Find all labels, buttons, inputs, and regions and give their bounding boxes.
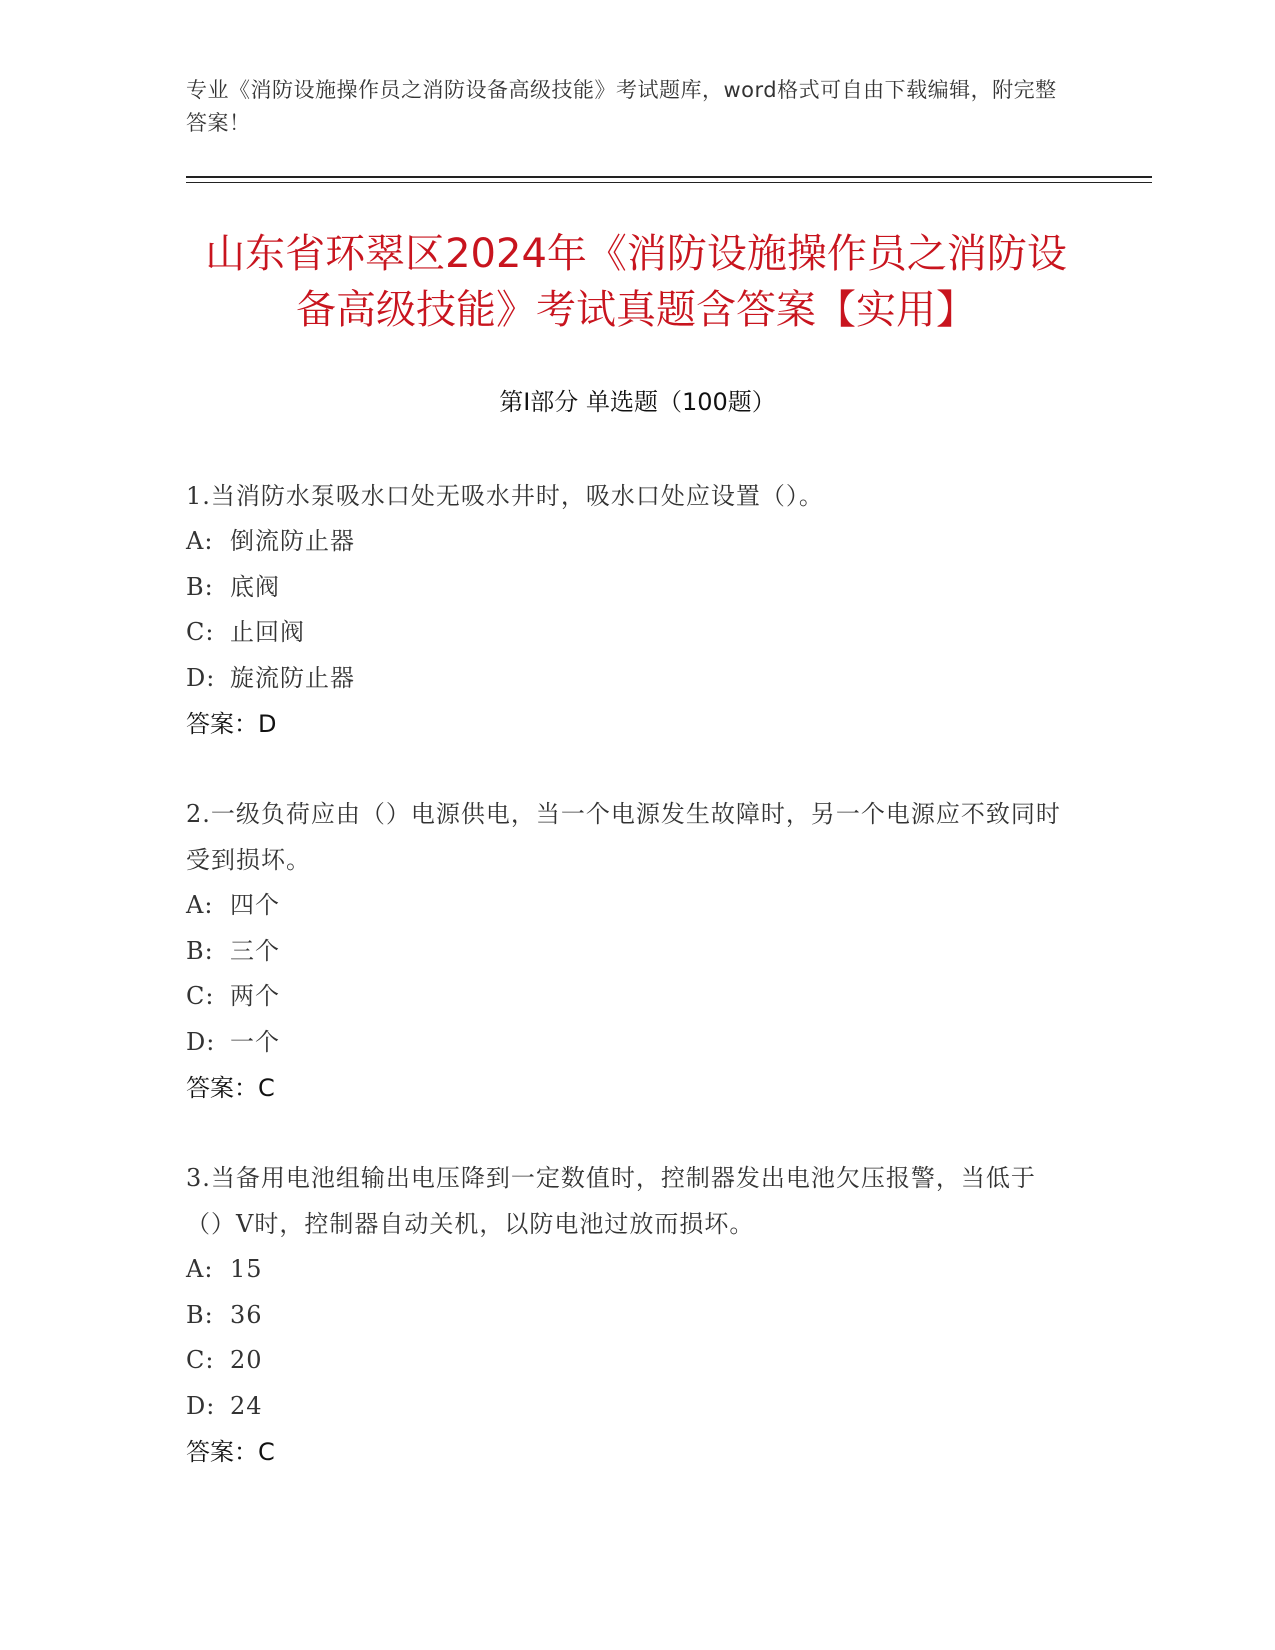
option-a (186, 1247, 1066, 1293)
option-letter: C: (186, 618, 215, 646)
option-a (186, 883, 1066, 929)
option-letter: C: (186, 1346, 215, 1374)
option-d (186, 1384, 1066, 1430)
option-b (186, 1293, 1066, 1339)
option-letter: B: (186, 572, 214, 601)
option-c (186, 974, 1066, 1020)
option-c (186, 610, 1066, 656)
option-letter: A: (186, 527, 214, 555)
option-letter: D: (186, 1391, 216, 1420)
option-text: 四个 (230, 891, 280, 919)
answer-line: 答案：C (186, 1074, 275, 1102)
option-letter: A: (186, 1255, 214, 1283)
option-text: 两个 (230, 982, 280, 1010)
option-a (186, 519, 1066, 565)
option-letter: A: (186, 891, 214, 919)
option-text: 止回阀 (230, 618, 305, 646)
option-text: 36 (230, 1300, 263, 1329)
option-letter: B: (186, 1300, 214, 1329)
option-text: 三个 (230, 936, 280, 965)
question-stem: 3.当备用电池组输出电压降到一定数值时，控制器发出电池欠压报警，当低于（）V时，控制器自动关机，以防电池过放而损坏。 (186, 1164, 1036, 1238)
option-text: 倒流防止器 (230, 527, 355, 555)
option-b (186, 565, 1066, 611)
option-text: 24 (230, 1391, 263, 1420)
document-title: 山东省环翠区2024年《消防设施操作员之消防设备高级技能》考试真题含答案【实用】 (205, 231, 1067, 333)
option-c (186, 1338, 1066, 1384)
answer-line: 答案：C (186, 1438, 275, 1466)
question-1 (186, 473, 1066, 747)
option-letter: D: (186, 1027, 216, 1056)
question-3 (186, 1155, 1066, 1475)
header-divider-thin (186, 182, 1152, 183)
option-text: 20 (230, 1346, 263, 1374)
header-note: 专业《消防设施操作员之消防设备高级技能》考试题库，word格式可自由下载编辑，附完整答案！ (186, 78, 1057, 135)
question-stem: 2.一级负荷应由（）电源供电，当一个电源发生故障时，另一个电源应不致同时受到损坏。 (186, 800, 1061, 874)
option-d (186, 656, 1066, 702)
option-d (186, 1020, 1066, 1066)
question-stem: 1.当消防水泵吸水口处无吸水井时，吸水口处应设置（）。 (186, 482, 824, 510)
section-heading: 第Ⅰ部分 单选题（100题） (499, 388, 776, 416)
option-b (186, 929, 1066, 975)
header-divider-thick (186, 176, 1152, 178)
option-text: 旋流防止器 (230, 663, 355, 692)
option-letter: B: (186, 936, 214, 965)
option-text: 一个 (230, 1027, 280, 1056)
option-letter: D: (186, 663, 216, 692)
answer-line: 答案：D (186, 710, 277, 738)
option-text: 底阀 (230, 572, 280, 601)
question-2 (186, 791, 1066, 1111)
option-text: 15 (230, 1255, 263, 1283)
option-letter: C: (186, 982, 215, 1010)
